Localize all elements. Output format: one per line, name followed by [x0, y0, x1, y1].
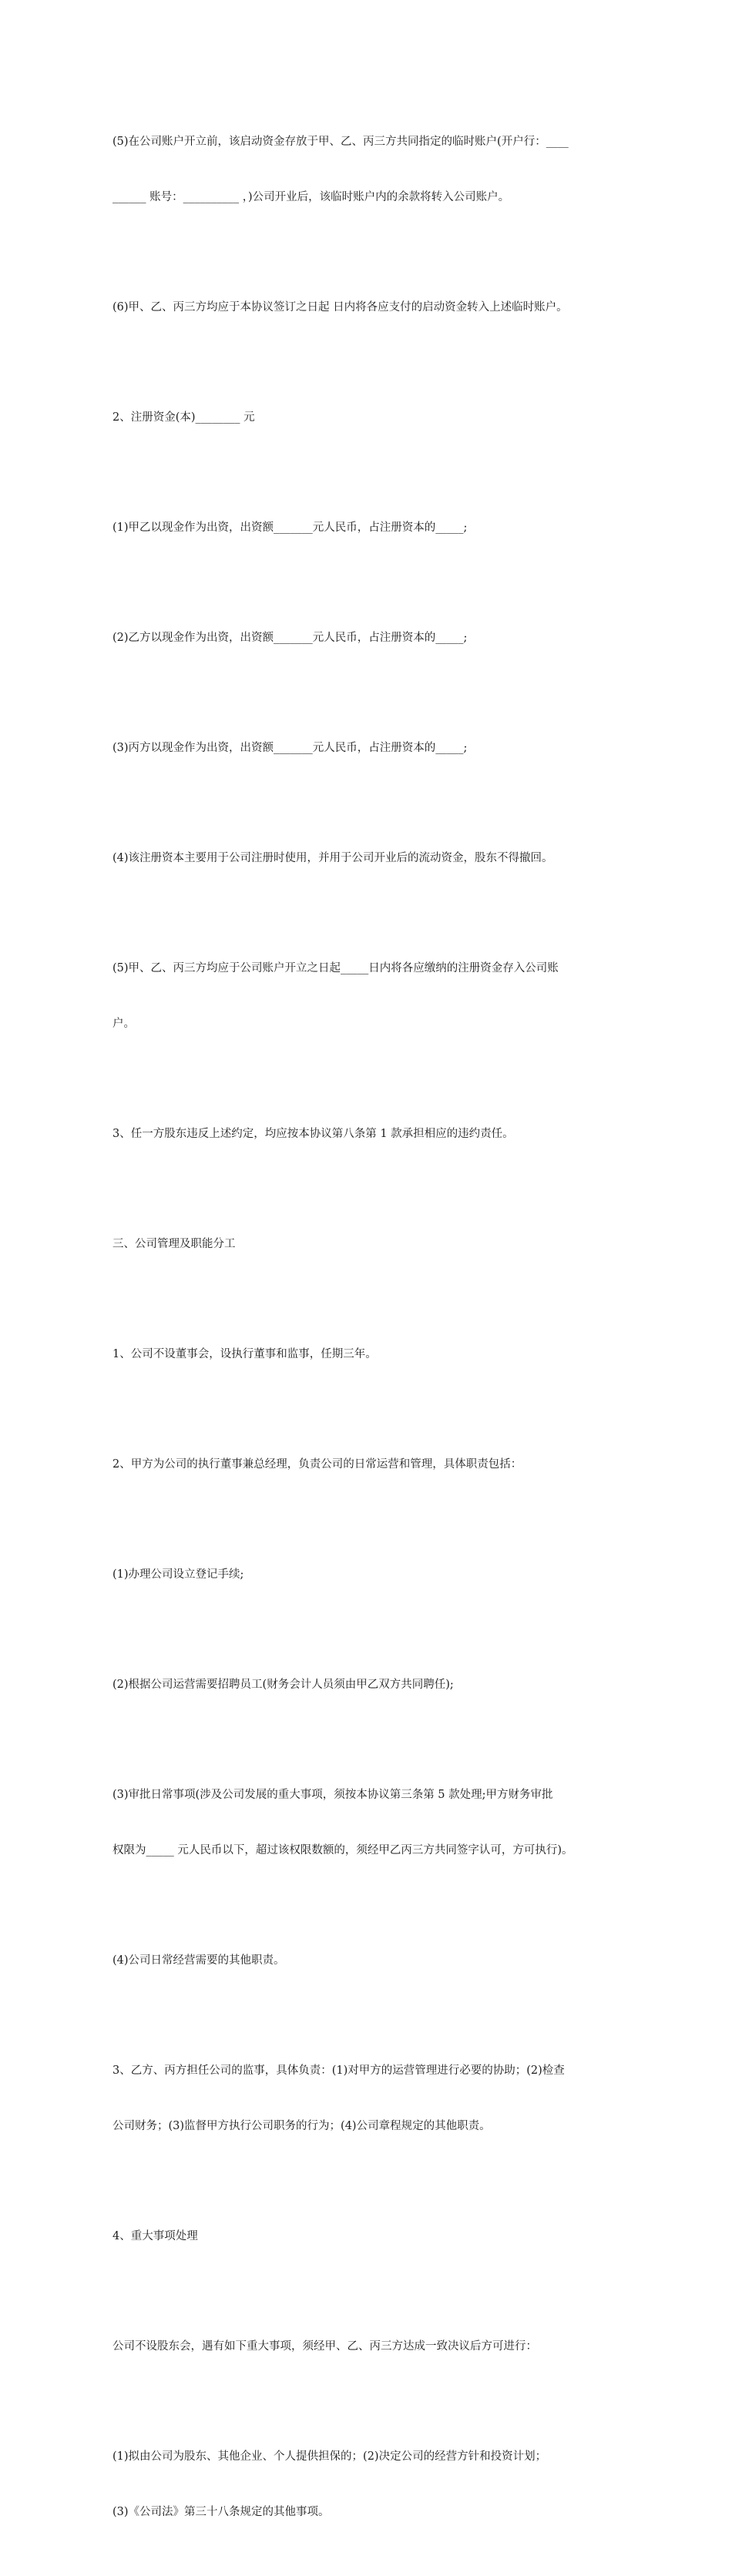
text-line: 2、甲方为公司的执行董事兼总经理，负责公司的日常运营和管理，具体职责包括： — [112, 1458, 522, 1471]
text-line: 三、公司管理及职能分工 — [112, 1238, 236, 1250]
paragraph-duty-hiring — [112, 1639, 629, 1731]
text-line: (1)办理公司设立登记手续; — [112, 1568, 244, 1581]
text-line: (4)该注册资本主要用于公司注册时使用，并用于公司开业后的流动资金，股东不得撤回。 — [112, 852, 553, 864]
text-line: (6)甲、乙、丙三方均应于本协议签订之日起 日内将各应支付的启动资金转入上述临时账户。 — [112, 301, 568, 314]
paragraph-registered-capital-heading — [112, 371, 629, 464]
text-line: 4、重大事项处理 — [112, 2230, 198, 2242]
text-line: (3)《公司法》第三十八条规定的其他事项。 — [112, 2506, 330, 2518]
paragraph-party-a-contribution — [112, 481, 629, 574]
paragraph-executive-director-duties — [112, 1418, 629, 1511]
paragraph-duty-registration — [112, 1528, 629, 1621]
text-line: (3)丙方以现金作为出资，出资额_______元人民币，占注册资本的_____; — [112, 742, 468, 754]
text-line: (1)甲乙以现金作为出资，出资额_______元人民币，占注册资本的_____; — [112, 522, 468, 534]
text-line: 3、任一方股东违反上述约定，均应按本协议第八条第 1 款承担相应的违约责任。 — [112, 1128, 514, 1140]
text-line: 公司财务；(3)监督甲方执行公司职务的行为；(4)公司章程规定的其他职责。 — [112, 2120, 491, 2132]
paragraph-duty-other — [112, 1914, 629, 2007]
paragraph-breach-liability — [112, 1088, 629, 1180]
text-line: (2)根据公司运营需要招聘员工(财务会计人员须由甲乙双方共同聘任); — [112, 1679, 454, 1691]
paragraph-capital-usage — [112, 812, 629, 904]
paragraph-no-board — [112, 1308, 629, 1400]
text-line: 权限为_____ 元人民币以下，超过该权限数额的，须经甲乙丙三方共同签字认可，方可执行)。 — [112, 1844, 573, 1857]
paragraph-major-matters-list — [112, 2410, 629, 2558]
text-line: ______ 账号：__________ ，)公司开业后，该临时账户内的余款将转入公司账户。 — [112, 191, 510, 203]
paragraph-supervisor-duties — [112, 2024, 629, 2172]
paragraph-no-shareholder-meeting — [112, 2300, 629, 2393]
text-line: (2)乙方以现金作为出资，出资额_______元人民币，占注册资本的_____; — [112, 632, 468, 644]
text-line: (5)甲、乙、丙三方均应于公司账户开立之日起_____日内将各应缴纳的注册资金存入公司账 — [112, 962, 559, 974]
text-line: (3)审批日常事项(涉及公司发展的重大事项，须按本协议第三条第 5 款处理;甲方财务审批 — [112, 1789, 553, 1801]
text-line: (4)公司日常经营需要的其他职责。 — [112, 1954, 285, 1967]
paragraph-party-c-contribution — [112, 702, 629, 794]
text-line: 3、乙方、丙方担任公司的监事，具体负责：(1)对甲方的运营管理进行必要的协助；(2)检查 — [112, 2064, 565, 2077]
document-page — [112, 96, 629, 2576]
text-line: (5)在公司账户开立前，该启动资金存放于甲、乙、丙三方共同指定的临时账户(开户行：____ — [112, 136, 569, 148]
text-line: 1、公司不设董事会，设执行董事和监事，任期三年。 — [112, 1348, 377, 1360]
text-line: 2、注册资金(本)________ 元 — [112, 411, 255, 424]
section-heading-management — [112, 1198, 629, 1290]
paragraph-duty-approval — [112, 1749, 629, 1897]
paragraph-capital-deposit — [112, 922, 629, 1070]
paragraph-startup-fund-transfer — [112, 261, 629, 354]
paragraph-party-b-contribution — [112, 592, 629, 684]
text-line: (1)拟由公司为股东、其他企业、个人提供担保的；(2)决定公司的经营方针和投资计划； — [112, 2450, 547, 2463]
paragraph-major-matters-heading — [112, 2190, 629, 2283]
text-line: 公司不设股东会，遇有如下重大事项，须经甲、乙、丙三方达成一致决议后方可进行： — [112, 2340, 537, 2353]
paragraph-startup-fund-temp-account — [112, 96, 629, 243]
text-line: 户。 — [112, 1018, 135, 1030]
